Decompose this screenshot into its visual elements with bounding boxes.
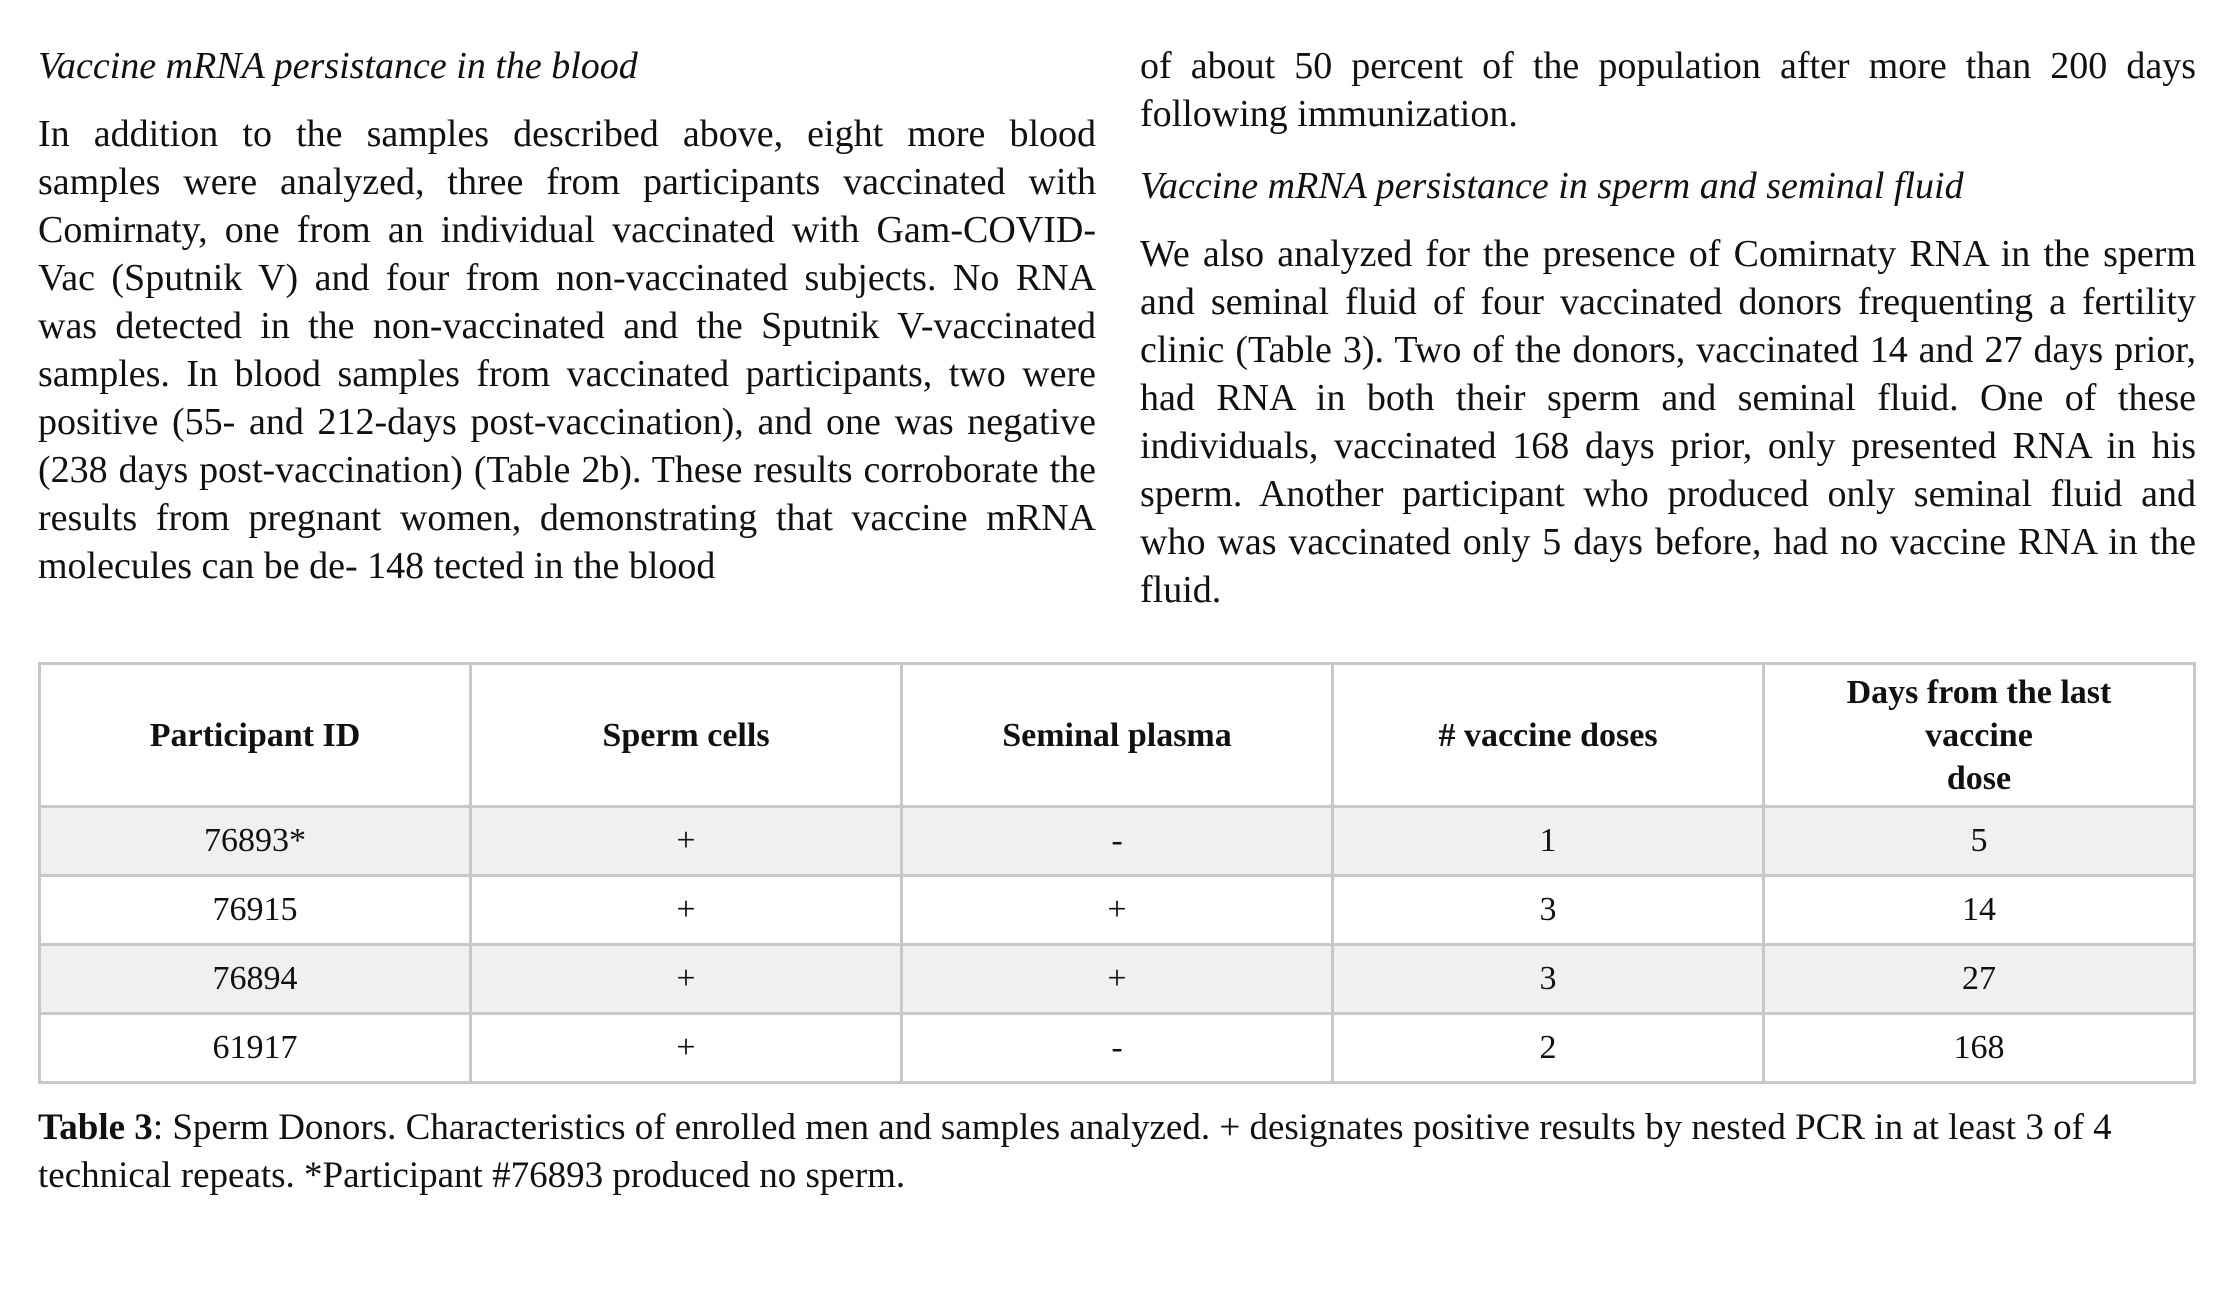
table-row bbox=[40, 1014, 2195, 1083]
cell-vaccine-doses: 1 bbox=[1333, 807, 1764, 876]
header-days-line-1: Days from the last bbox=[1846, 673, 2112, 711]
table-caption bbox=[38, 1104, 2196, 1200]
header-participant-id: Participant ID bbox=[40, 664, 471, 807]
header-vaccine-doses: # vaccine doses bbox=[1333, 664, 1764, 807]
cell-days: 14 bbox=[1764, 876, 2195, 945]
caption-text: : Sperm Donors. Characteristics of enrolled men and samples analyzed. + designates positive results by nested PCR in at least 3 of 4 technical repeats. *Participant #76893 produced no sperm. bbox=[38, 1107, 2112, 1196]
caption-label: Table 3 bbox=[38, 1107, 153, 1148]
cell-sperm-cells: + bbox=[471, 1014, 902, 1083]
table-row bbox=[40, 945, 2195, 1014]
section-heading-sperm: Vaccine mRNA persistance in sperm and seminal fluid bbox=[1140, 165, 1964, 207]
paragraph-continuation: of about 50 percent of the population after more than 200 days following immunization. bbox=[1140, 45, 2196, 135]
table-header-row bbox=[40, 664, 2195, 807]
header-seminal-plasma: Seminal plasma bbox=[902, 664, 1333, 807]
cell-participant-id: 61917 bbox=[40, 1014, 471, 1083]
header-sperm-cells: Sperm cells bbox=[471, 664, 902, 807]
cell-days: 27 bbox=[1764, 945, 2195, 1014]
cell-sperm-cells: + bbox=[471, 807, 902, 876]
header-days-since-dose bbox=[1764, 664, 2195, 807]
paragraph-blood: In addition to the samples described above, eight more blood samples were analyzed, three from participants vaccinated with Comirnaty, one from an individual vaccinated with Gam-COVID-Vac (Sputnik V) and four from non-vaccinated subjects. No RNA was detected in the non-vaccinated and the Sputnik V-vaccinated samples. In blood samples from vaccinated participants, two were positive (55- and 212-days post-vaccination), and one was negative (238 days post-vaccination) (Table 2b). These results corroborate the results from pregnant women, demonstrating that vaccine mRNA molecules can be de- 148 tected in the blood bbox=[38, 113, 1096, 587]
cell-days: 168 bbox=[1764, 1014, 2195, 1083]
cell-seminal-plasma: - bbox=[902, 1014, 1333, 1083]
table-row bbox=[40, 807, 2195, 876]
cell-vaccine-doses: 3 bbox=[1333, 876, 1764, 945]
cell-vaccine-doses: 3 bbox=[1333, 945, 1764, 1014]
cell-seminal-plasma: + bbox=[902, 876, 1333, 945]
cell-days: 5 bbox=[1764, 807, 2195, 876]
table-row bbox=[40, 876, 2195, 945]
cell-participant-id: 76894 bbox=[40, 945, 471, 1014]
cell-participant-id: 76893* bbox=[40, 807, 471, 876]
cell-participant-id: 76915 bbox=[40, 876, 471, 945]
section-heading-blood: Vaccine mRNA persistance in the blood bbox=[38, 45, 638, 87]
right-column bbox=[1140, 42, 2196, 614]
cell-seminal-plasma: + bbox=[902, 945, 1333, 1014]
left-column bbox=[38, 42, 1096, 590]
header-days-line-2: vaccine bbox=[1925, 716, 2033, 754]
cell-seminal-plasma: - bbox=[902, 807, 1333, 876]
sperm-donors-table bbox=[38, 662, 2196, 1084]
cell-sperm-cells: + bbox=[471, 945, 902, 1014]
cell-sperm-cells: + bbox=[471, 876, 902, 945]
cell-vaccine-doses: 2 bbox=[1333, 1014, 1764, 1083]
paragraph-sperm: We also analyzed for the presence of Comirnaty RNA in the sperm and seminal fluid of four vaccinated donors frequenting a fertility clinic (Table 3). Two of the donors, vaccinated 14 and 27 days prior, had RNA in both their sperm and seminal fluid. One of these individuals, vaccinated 168 days prior, only presented RNA in his sperm. Another participant who produced only seminal fluid and who was vaccinated only 5 days before, had no vaccine RNA in the fluid. bbox=[1140, 233, 2196, 611]
header-days-line-3: dose bbox=[1946, 759, 2012, 797]
table-3 bbox=[38, 662, 2196, 1084]
